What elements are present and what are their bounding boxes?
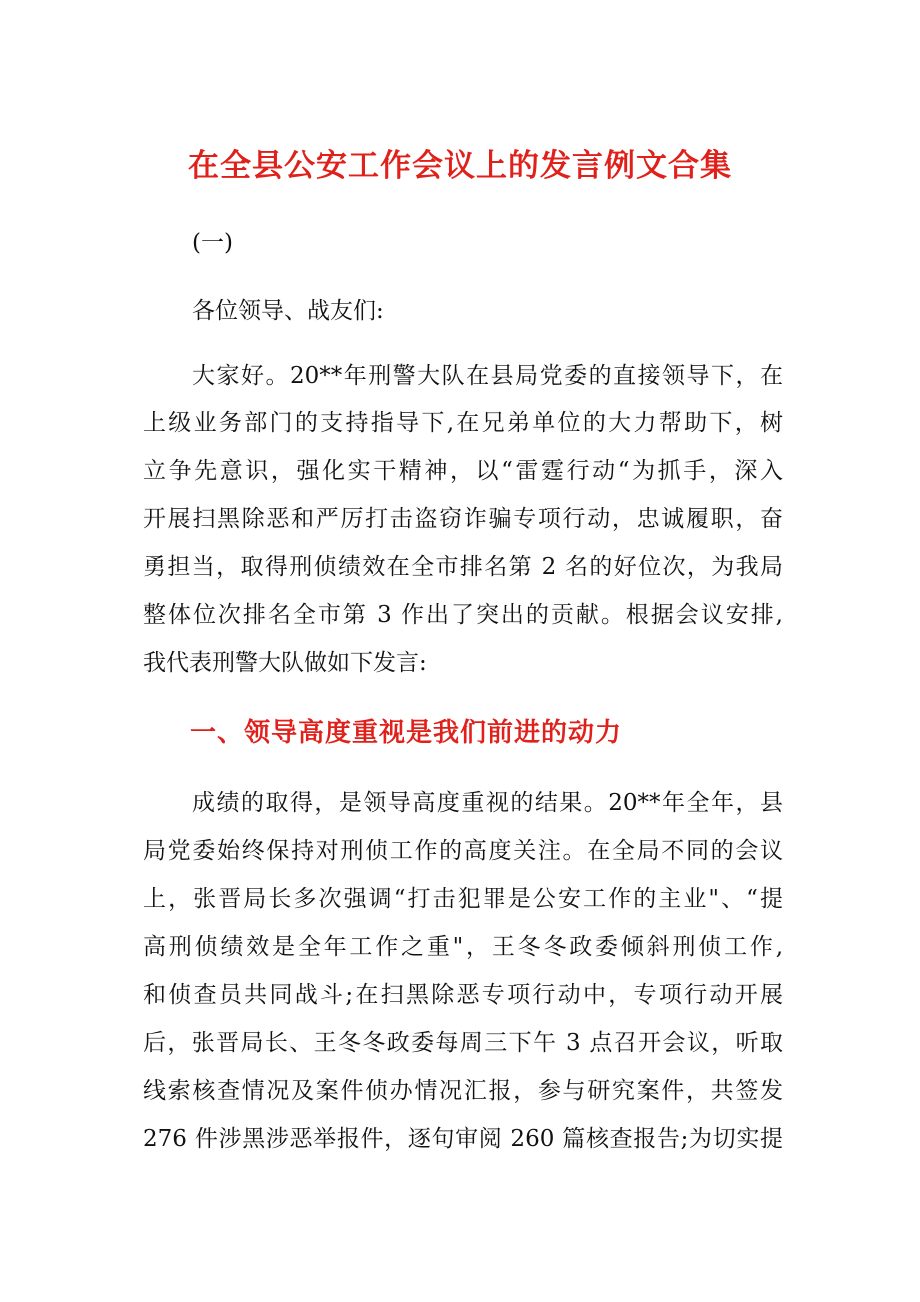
paragraph-line: 上，张晋局长多次强调“打击犯罪是公安工作的主业"、“提 <box>143 886 783 912</box>
paragraph-line: 上级业务部门的支持指导下,在兄弟单位的大力帮助下，树 <box>143 410 783 436</box>
paragraph-line: 立争先意识，强化实干精神，以“雷霆行动“为抓手，深入 <box>143 458 783 484</box>
paragraph-line: 成绩的取得，是领导高度重视的结果。20**年全年，县 <box>192 790 783 816</box>
paragraph-line: 勇担当，取得刑侦绩效在全市排名第 2 名的好位次，为我局 <box>143 554 783 580</box>
paragraph-line: 线索核查情况及案件侦办情况汇报，参与研究案件，共签发 <box>143 1078 783 1104</box>
paragraph-line: 大家好。20**年刑警大队在县局党委的直接领导下，在 <box>192 363 783 389</box>
paragraph-line: 和侦查员共同战斗;在扫黑除恶专项行动中，专项行动开展 <box>143 982 783 1008</box>
document-title: 在全县公安工作会议上的发言例文合集 <box>188 148 732 184</box>
section-number: (一) <box>192 230 233 256</box>
salutation: 各位领导、战友们: <box>192 298 384 324</box>
paragraph-line: 整体位次排名全市第 3 作出了突出的贡献。根据会议安排, <box>143 602 783 628</box>
paragraph-line: 开展扫黑除恶和严厉打击盗窃诈骗专项行动，忠诚履职，奋 <box>143 506 783 532</box>
section-heading: 一、领导高度重视是我们前进的动力 <box>190 718 623 748</box>
paragraph-line: 276 件涉黑涉恶举报件，逐句审阅 260 篇核查报告;为切实提 <box>143 1126 783 1152</box>
paragraph-line: 局党委始终保持对刑侦工作的高度关注。在全局不同的会议 <box>143 838 783 864</box>
paragraph-line: 高刑侦绩效是全年工作之重"，王冬冬政委倾斜刑侦工作, <box>143 934 783 960</box>
paragraph-line: 后，张晋局长、王冬冬政委每周三下午 3 点召开会议，听取 <box>143 1030 783 1056</box>
paragraph-line: 我代表刑警大队做如下发言: <box>143 650 427 676</box>
